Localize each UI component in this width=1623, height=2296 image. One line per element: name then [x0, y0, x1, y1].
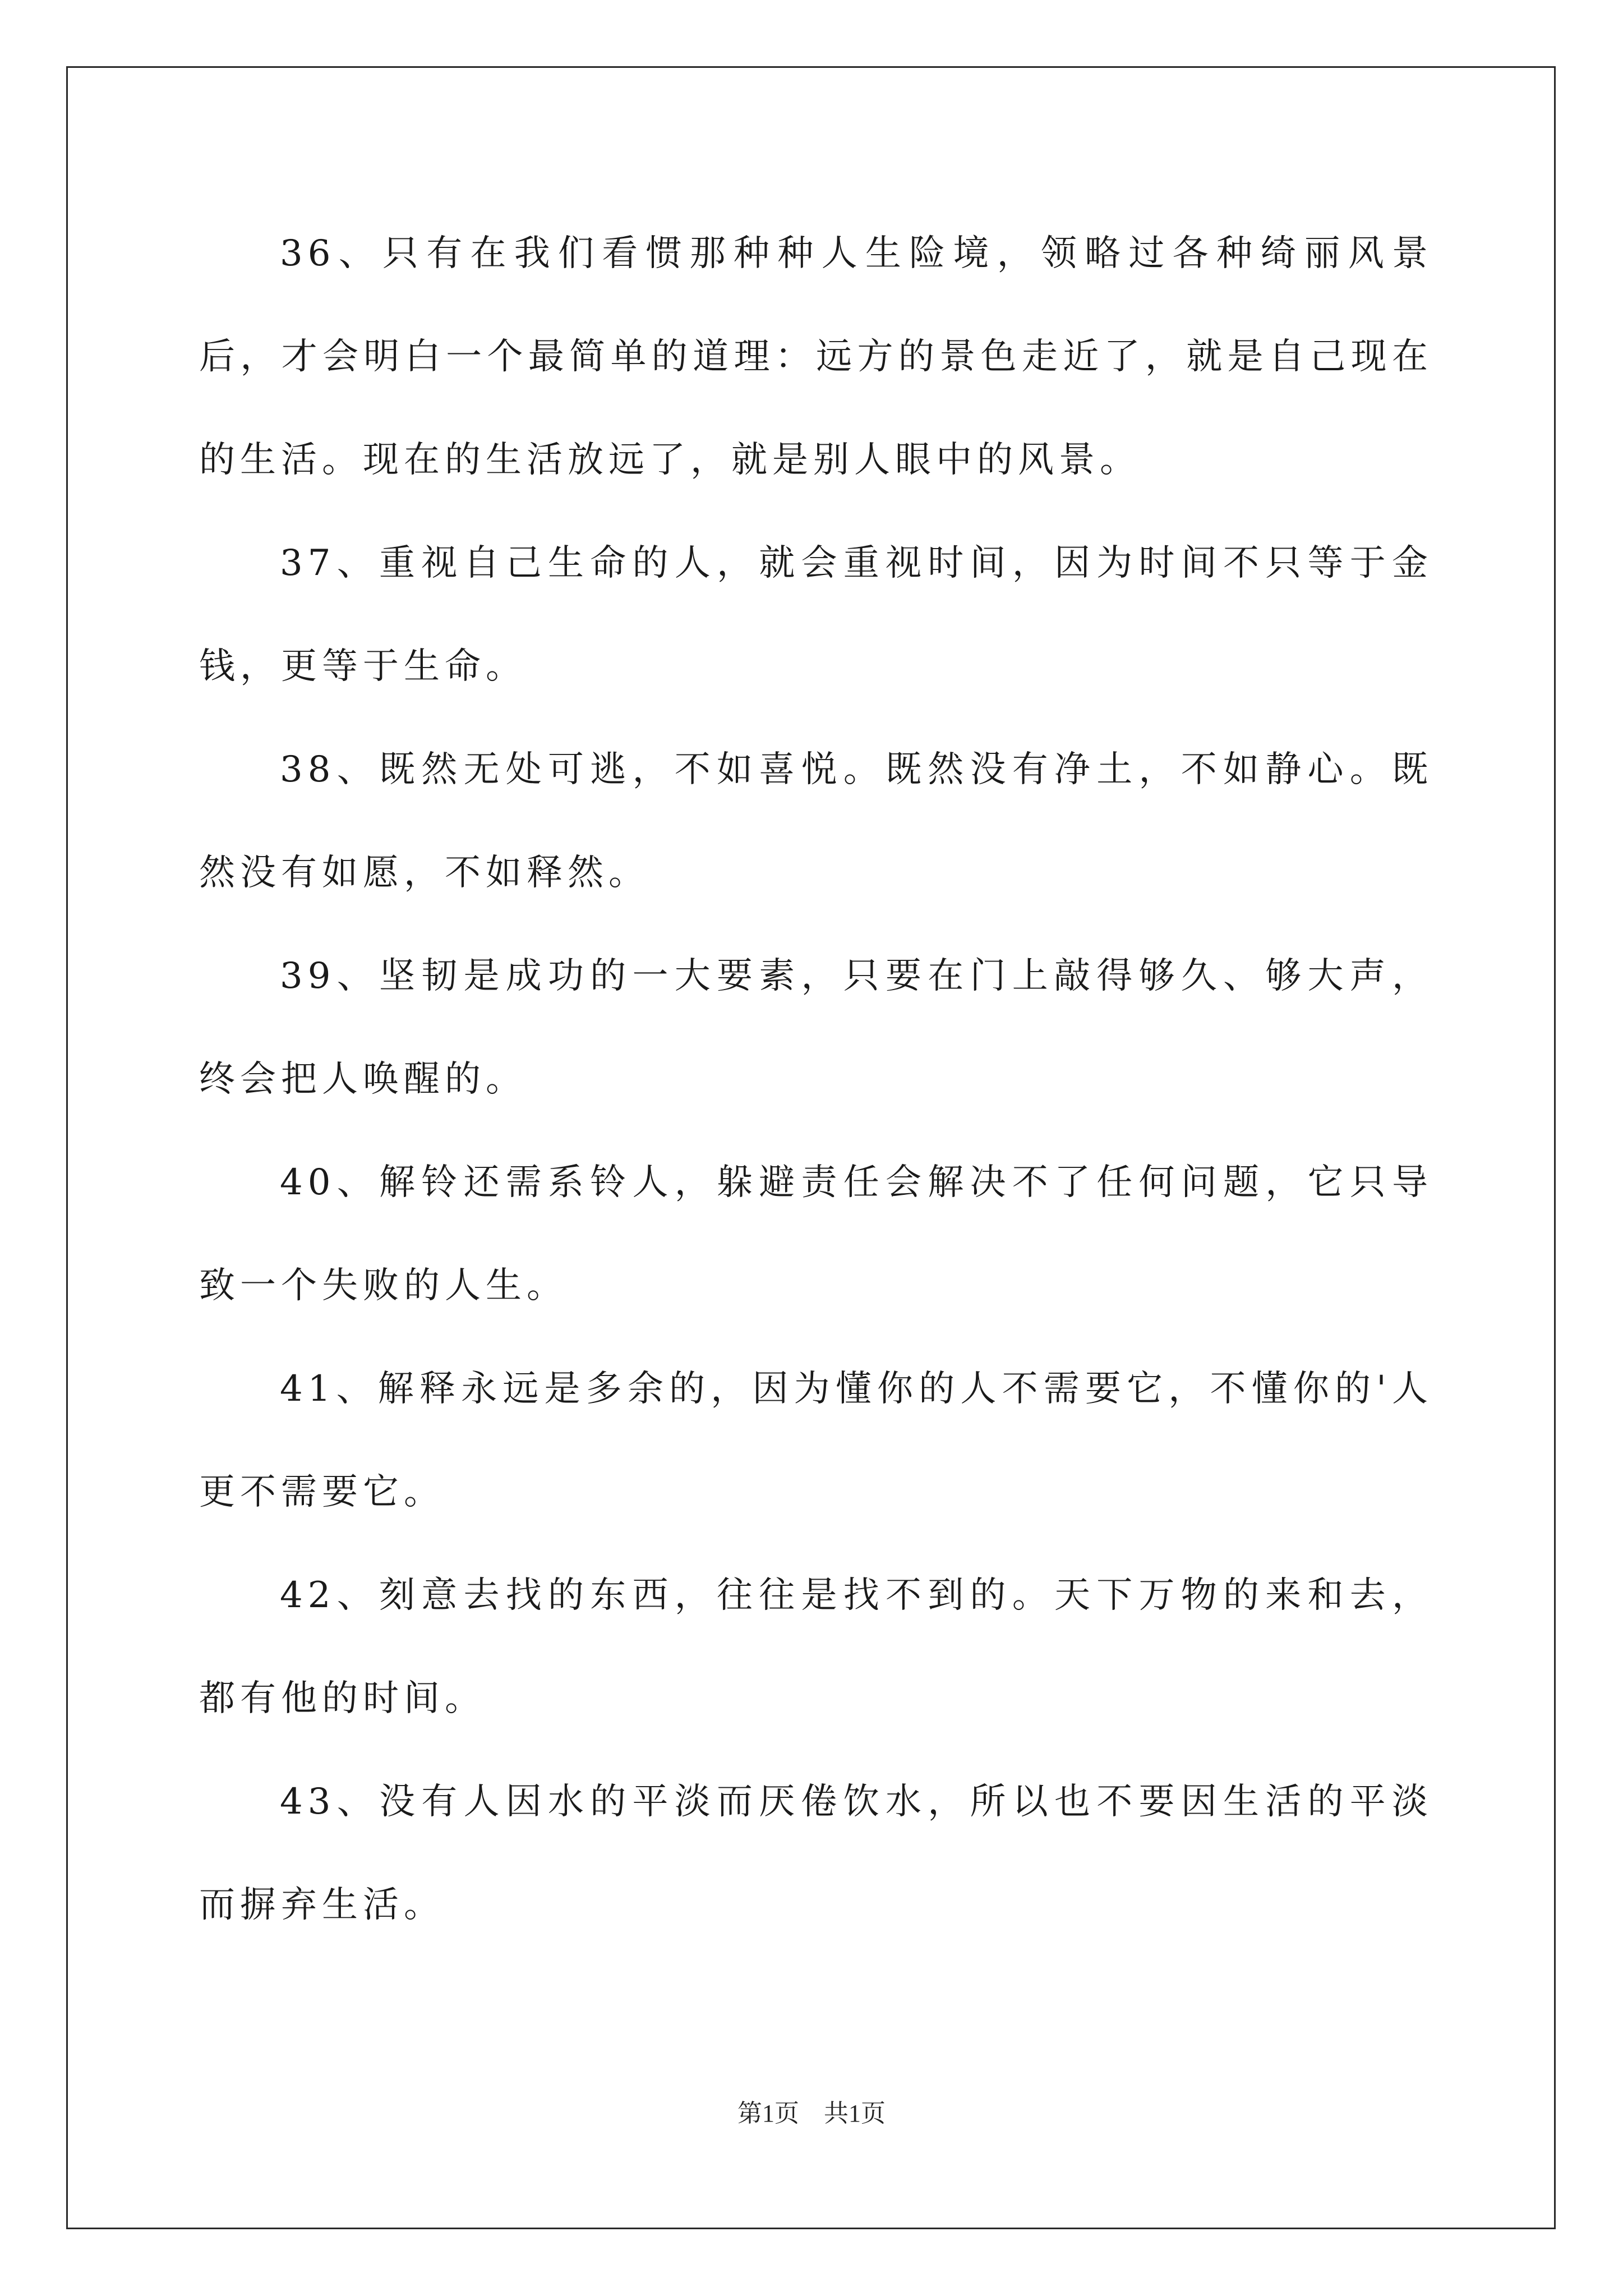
paragraph-42: 42、刻意去找的东西，往往是找不到的。天下万物的来和去，都有他的时间。	[199, 1575, 1433, 1719]
page-number-footer: 第1页 共1页	[737, 2100, 886, 2127]
paragraph-39: 39、坚韧是成功的一大要素，只要在门上敲得够久、够大声，终会把人唤醒的。	[199, 955, 1433, 1100]
paragraph-36: 36、只有在我们看惯那种种人生险境，领略过各种绮丽风景后，才会明白一个最简单的道理：远方的景色走近了，就是自己现在的生活。现在的生活放远了，就是别人眼中的风景。	[199, 233, 1433, 481]
paragraph-40: 40、解铃还需系铃人，躲避责任会解决不了任何问题，它只导致一个失败的人生。	[199, 1162, 1433, 1306]
paragraph-41: 41、解释永远是多余的，因为懂你的人不需要它，不懂你的'人更不需要它。	[199, 1368, 1433, 1513]
paragraph-43: 43、没有人因水的平淡而厌倦饮水，所以也不要因生活的平淡而摒弃生活。	[199, 1781, 1433, 1926]
document-body	[199, 202, 1433, 1957]
paragraph-38: 38、既然无处可逃，不如喜悦。既然没有净土，不如静心。既然没有如愿，不如释然。	[199, 749, 1433, 894]
paragraph-37: 37、重视自己生命的人，就会重视时间，因为时间不只等于金钱，更等于生命。	[199, 542, 1433, 687]
